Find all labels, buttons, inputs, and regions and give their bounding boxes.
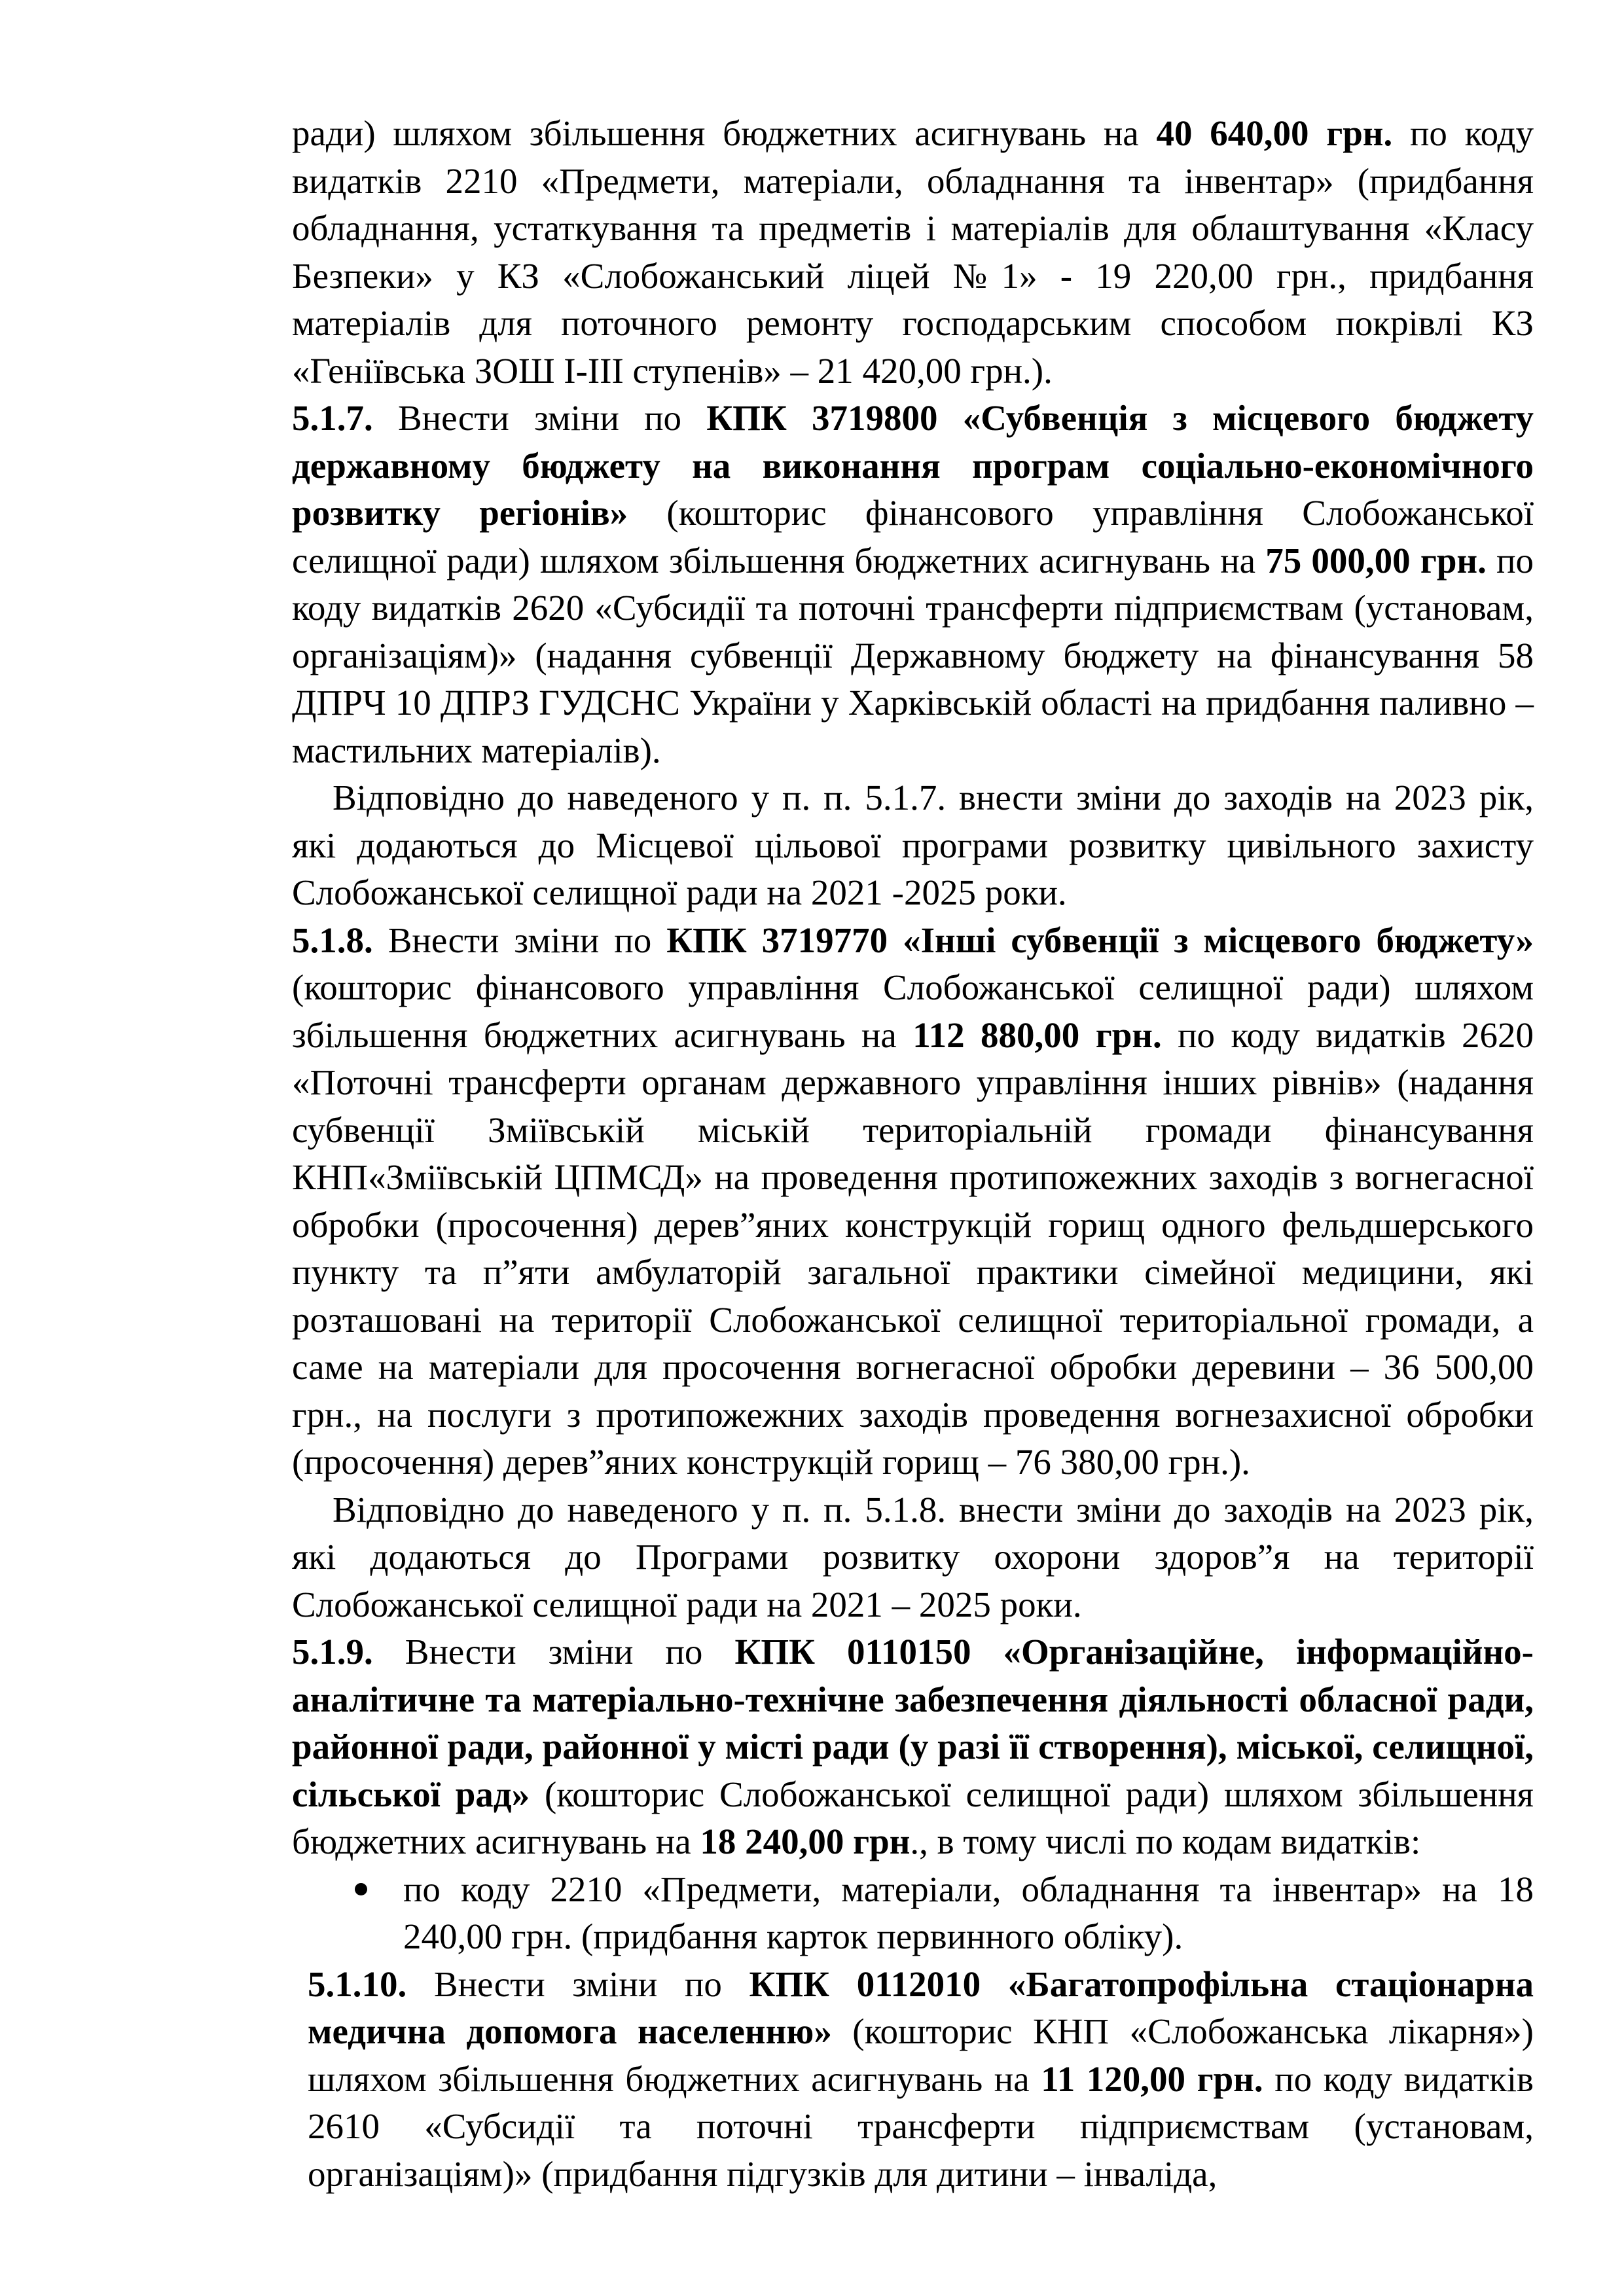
section-5-1-7 <box>292 395 1534 774</box>
text-run: ., в тому числі по кодам видатків: <box>910 1821 1421 1861</box>
text-run: Внести зміни по <box>406 1964 749 2004</box>
continuation-paragraph <box>292 110 1534 395</box>
text-run: по коду видатків 2610 «Субсидії та поточні трансферти підприємствам (установам, організаціям)» (придбання підгузків для дитини – інваліда, <box>308 2058 1534 2194</box>
document-page <box>292 110 1534 2198</box>
note-5-1-7: Відповідно до наведеного у п. п. 5.1.7. внести зміни до заходів на 2023 рік, які додаються до Місцевої цільової програми розвитку цивільного захисту Слобожанської селищної ради на 2021 -2025 роки. <box>292 778 1534 912</box>
list-item <box>292 1866 1534 1961</box>
note-5-1-8: Відповідно до наведеного у п. п. 5.1.8. внести зміни до заходів на 2023 рік, які додаються до Програми розвитку охорони здоров”я на території Слобожанської селищної ради на 2021 – 2025 роки. <box>292 1489 1534 1624</box>
bullet-text: по коду 2210 «Предмети, матеріали, обладнання та інвентар» на 18 240,00 грн. (придбання карток первинного обліку). <box>403 1869 1534 1956</box>
text-run: Внести зміни по <box>372 1632 735 1672</box>
amount-bold: 75 000,00 грн. <box>1265 540 1487 581</box>
text-run: (кошторис фінансового управління Слобожанської селищної ради) шляхом збільшення бюджетних асигнувань на <box>292 493 1534 581</box>
section-number: 5.1.8. <box>292 920 373 960</box>
kpk-title: КПК 3719800 «Субвенція з місцевого бюджету державному бюджету на виконання програм соціально-економічного розвитку регіонів» <box>292 398 1534 533</box>
text-run: Внести зміни по <box>372 920 667 960</box>
kpk-title: КПК 3719770 «Інші субвенції з місцевого бюджету» <box>666 920 1534 960</box>
kpk-title: КПК 0112010 «Багатопрофільна стаціонарна медична допомога населенню» <box>308 1964 1534 2051</box>
bullet-icon <box>355 1883 367 1895</box>
text-run: (кошторис КНП «Слобожанська лікарня») шляхом збільшення бюджетних асигнувань на <box>308 2011 1534 2099</box>
section-number: 5.1.7. <box>292 398 373 438</box>
amount-bold: 112 880,00 грн. <box>912 1014 1162 1055</box>
section-5-1-10 <box>292 1961 1534 2198</box>
text-run: по коду видатків 2620 «Поточні трансферти органам державного управління інших рівнів» (надання субвенції Зміївській міській територіальній громади фінансування КНП«Зміївській ЦПМСД» на проведення протипожежних заходів з вогнегасної обробки (просочення) дерев”яних конструкцій горищ одного фельдшерського пункту та п”яти амбулаторій загальної практики сімейної медицини, які розташовані на території Слобожанської селищної територіальної громади, а саме на матеріали для просочення вогнегасної обробки деревини – 36 500,00 грн., на послуги з протипожежних заходів проведення вогнезахисної обробки (просочення) дерев”яних конструкцій горищ – 76 380,00 грн.). <box>292 1014 1534 1482</box>
kpk-title: КПК 0110150 «Організаційне, інформаційно-аналітичне та матеріально-технічне забезпечення діяльності обласної ради, районної ради, районної у місті ради (у разі її створення), міської, селищної, сільської рад» <box>292 1632 1534 1814</box>
amount-bold: 18 240,00 грн <box>700 1821 911 1861</box>
section-5-1-8 <box>292 917 1534 1486</box>
amount-bold: 40 640,00 грн. <box>1156 113 1393 153</box>
text-run: (кошторис Слобожанської селищної ради) шляхом збільшення бюджетних асигнувань на <box>292 1774 1534 1861</box>
section-number: 5.1.9. <box>292 1632 373 1672</box>
text-run: ради) шляхом збільшення бюджетних асигнувань на <box>292 113 1157 153</box>
text-run: (кошторис фінансового управління Слобожанської селищної ради) шляхом збільшення бюджетних асигнувань на <box>292 967 1534 1055</box>
section-number: 5.1.10. <box>308 1964 407 2004</box>
text-run: Внести зміни по <box>372 398 707 438</box>
text-run: по коду видатків 2210 «Предмети, матеріали, обладнання та інвентар» (придбання обладнання, устаткування та предметів і матеріалів для облаштування «Класу Безпеки» у КЗ «Слобожанський ліцей №1» - 19 220,00 грн., придбання матеріалів для поточного ремонту господарським способом покрівлі КЗ «Геніївська ЗОШ І-ІІІ ступенів» – 21 420,00 грн.). <box>292 113 1534 391</box>
bullet-list <box>292 1866 1534 1961</box>
text-run: по коду видатків 2620 «Субсидії та поточні трансферти підприємствам (установам, організаціям)» (надання субвенції Державному бюджету на фінансування 58 ДПРЧ 10 ДПРЗ ГУДСНС України у Харківській області на придбання паливно – мастильних матеріалів). <box>292 540 1534 770</box>
section-5-1-9 <box>292 1628 1534 1866</box>
amount-bold: 11 120,00 грн. <box>1041 2058 1263 2099</box>
